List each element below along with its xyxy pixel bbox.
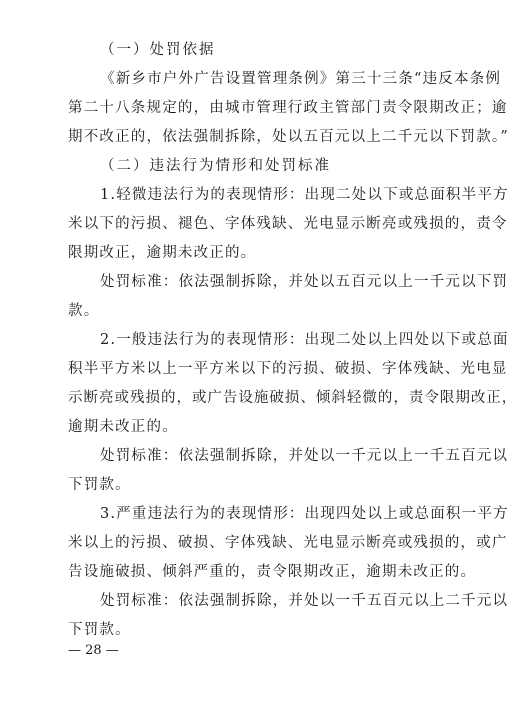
paragraph-line: 第二十八条规定的，由城市管理行政主管部门责令限期改正；逾 (68, 100, 508, 116)
paragraph-line: 米以上的污损、破损、字体残缺、光电显示断亮或残损的，或广 (68, 535, 508, 551)
paragraph-line: 处罚标准：依法强制拆除，并处以一千元以上一千五百元以 (100, 448, 509, 464)
paragraph-line: 款。 (68, 303, 100, 319)
paragraph-line: 《新乡市户外广告设置管理条例》第三十三条“违反本条例 (100, 71, 502, 87)
section-heading-penalty-basis: （一）处罚依据 (100, 42, 216, 58)
section-heading-violations: （二）违法行为情形和处罚标准 (100, 158, 331, 174)
paragraph-line: 积半平方米以上一平方米以下的污损、破损、字体残缺、光电显 (68, 361, 508, 377)
paragraph-line: 限期改正，逾期未改正的。 (68, 245, 257, 261)
paragraph-line: 处罚标准：依法强制拆除，并处以五百元以上一千元以下罚 (100, 274, 509, 290)
paragraph-line: 1.轻微违法行为的表现情形：出现二处以下或总面积半平方 (100, 187, 509, 203)
paragraph-line: 期不改正的，依法强制拆除，处以五百元以上二千元以下罚款。” (68, 129, 509, 145)
paragraph-line: 下罚款。 (68, 622, 131, 638)
paragraph-line: 下罚款。 (68, 477, 131, 493)
paragraph-line: 米以下的污损、褪色、字体残缺、光电显示断亮或残损的，责令 (68, 216, 508, 232)
page-number: — 28 — (68, 643, 119, 658)
paragraph-line: 告设施破损、倾斜严重的，责令限期改正，逾期未改正的。 (68, 564, 477, 580)
paragraph-line: 逾期未改正的。 (68, 419, 178, 435)
paragraph-line: 2.一般违法行为的表现情形：出现二处以上四处以下或总面 (100, 332, 509, 348)
paragraph-line: 3.严重违法行为的表现情形：出现四处以上或总面积一平方 (100, 506, 509, 522)
paragraph-line: 处罚标准：依法强制拆除，并处以一千五百元以上二千元以 (100, 593, 509, 609)
paragraph-line: 示断亮或残损的，或广告设施破损、倾斜轻微的，责令限期改正， (68, 390, 518, 406)
